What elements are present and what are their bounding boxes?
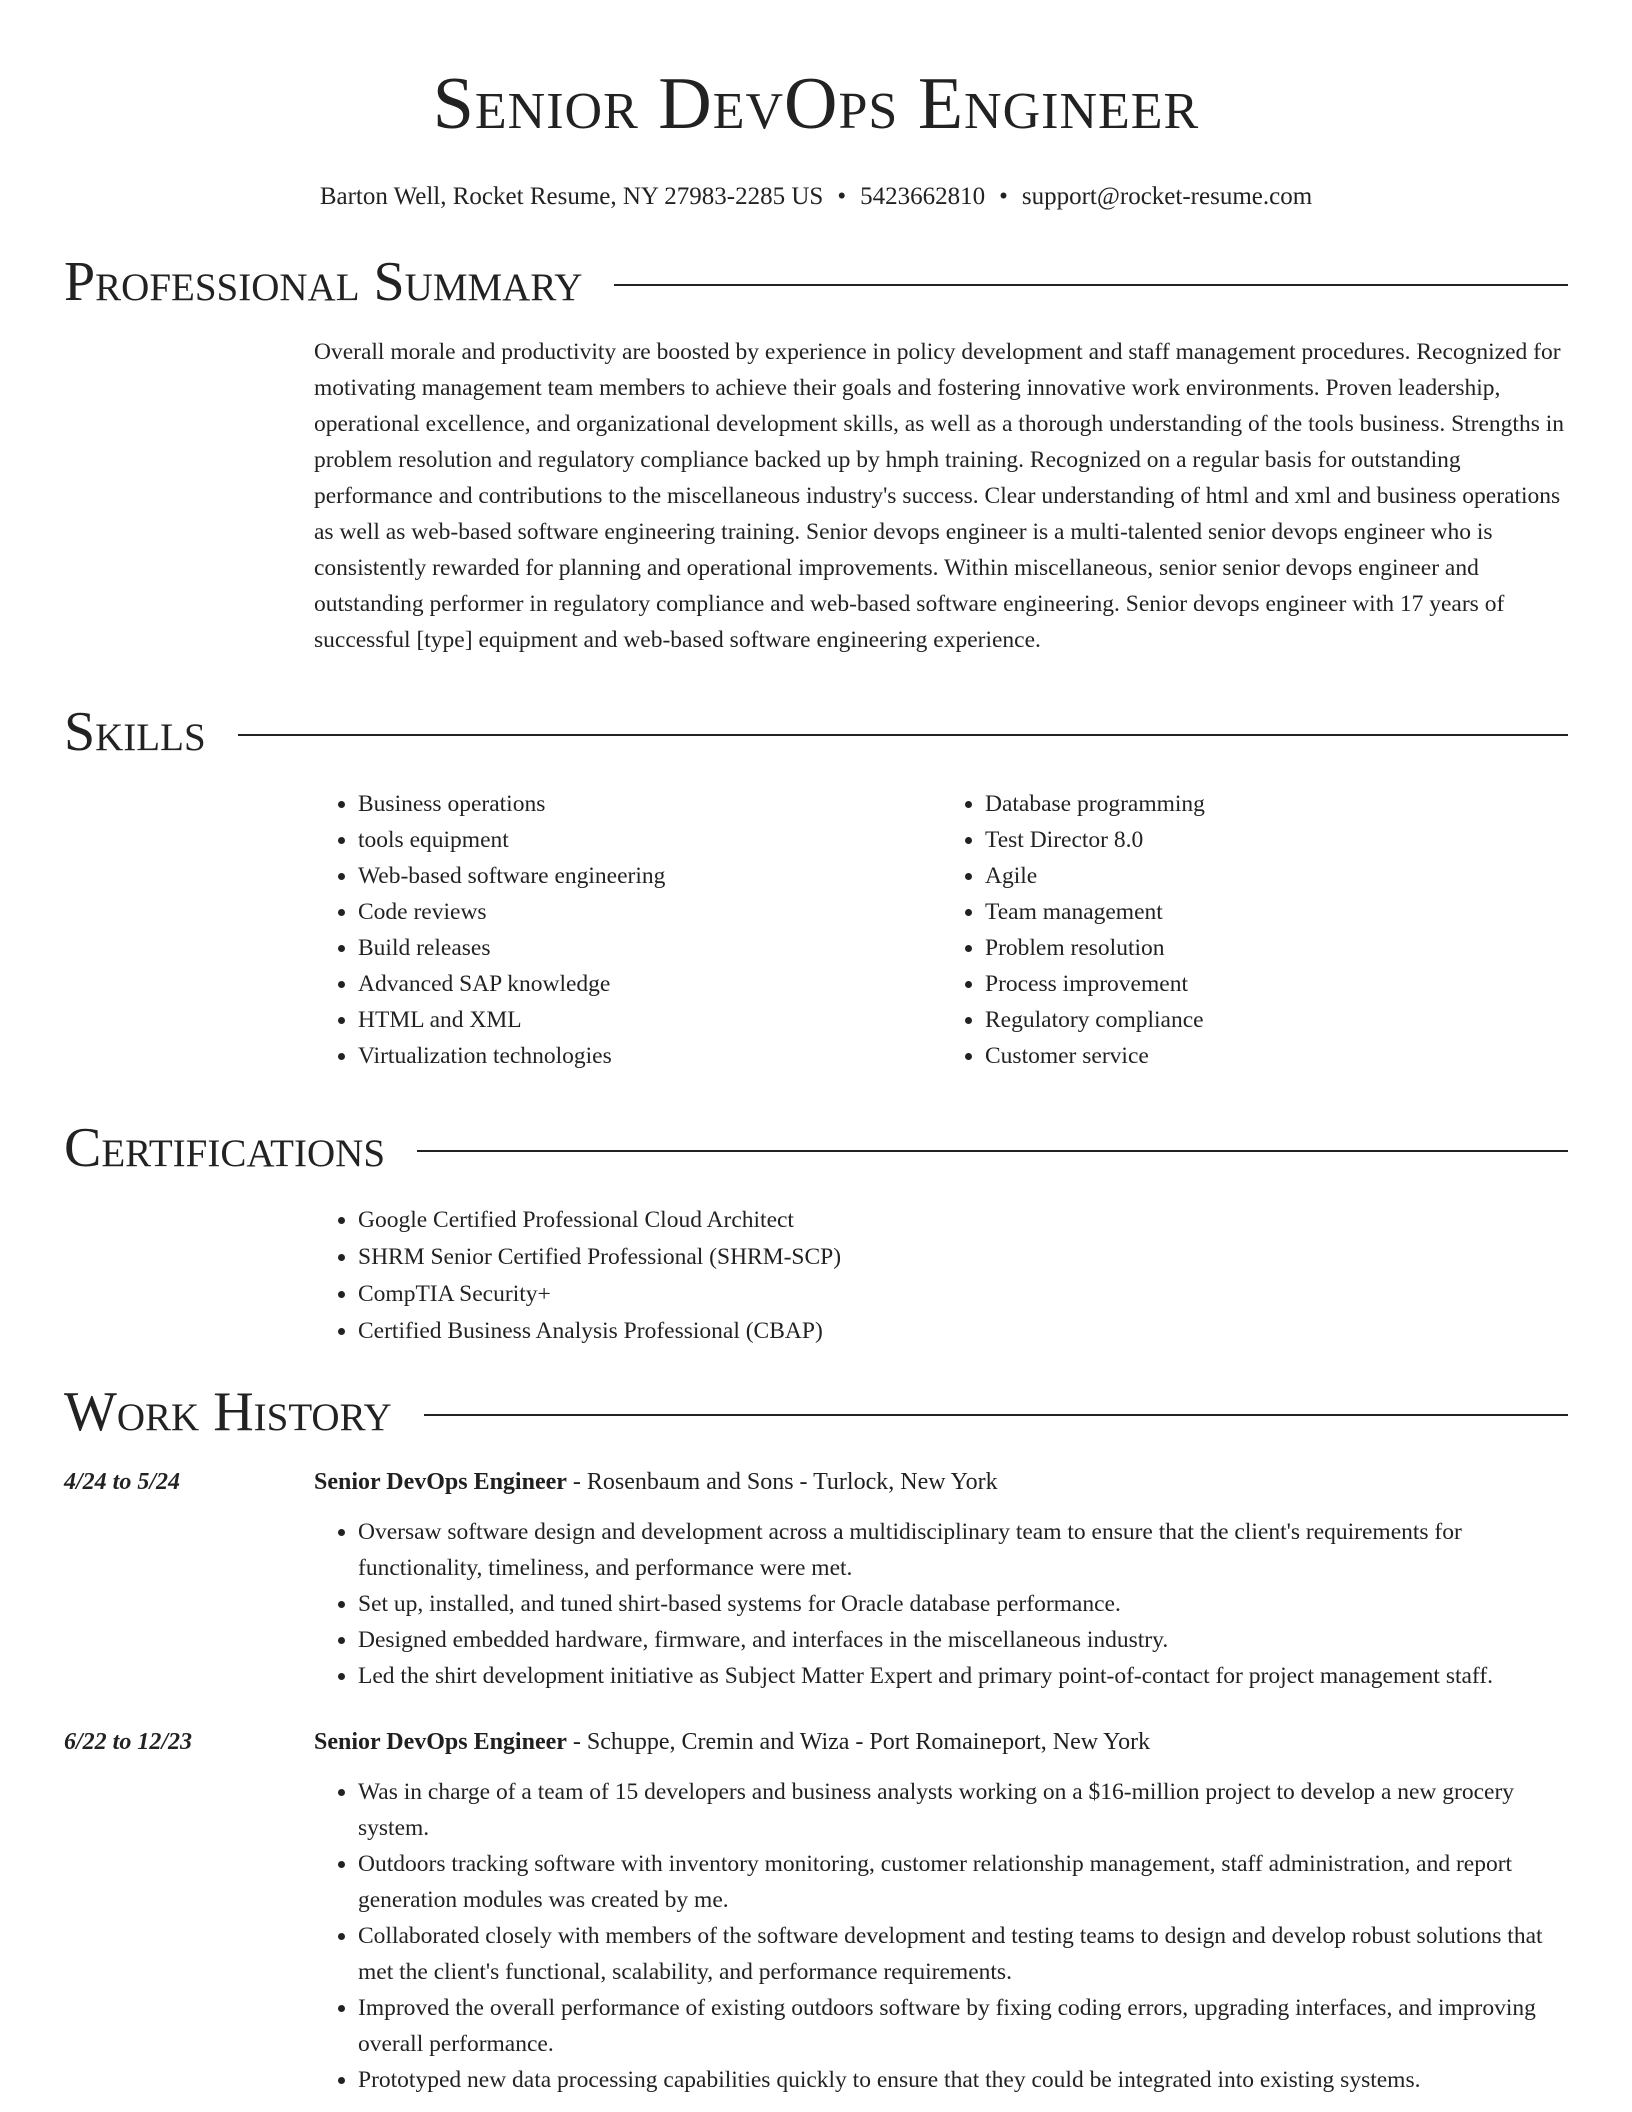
certifications-list xyxy=(314,1202,1568,1350)
job-dates: 6/22 to 12/23 xyxy=(64,1729,193,1755)
skills-section-header xyxy=(64,702,1568,762)
skill-item: • Agile xyxy=(985,858,1568,894)
resume-name: Senior DevOps Engineer xyxy=(432,63,1200,145)
job-bullet: • Set up, installed, and tuned shirt-based systems for Oracle database performance. xyxy=(358,1586,1568,1622)
certifications-section-title: Certifications xyxy=(64,1117,386,1179)
skill-item: • Problem resolution xyxy=(985,930,1568,966)
summary-section-header xyxy=(64,252,1568,312)
section-divider xyxy=(238,734,1568,736)
skill-item: • Test Director 8.0 xyxy=(985,822,1568,858)
work-section-title: Work History xyxy=(64,1381,392,1443)
skill-item: • Regulatory compliance xyxy=(985,1002,1568,1038)
job-bullet: • Oversaw software design and development across a multidisciplinary team to ensure that the client's requirements for functionality, timeliness, and performance were met. xyxy=(358,1514,1568,1586)
job-entry xyxy=(64,1724,1568,2098)
contact-separator: • xyxy=(837,183,847,210)
email: support@rocket-resume.com xyxy=(1021,183,1313,210)
skill-item: • Team management xyxy=(985,894,1568,930)
certification-item: • Certified Business Analysis Professional (CBAP) xyxy=(358,1313,1568,1350)
skill-item: • Database programming xyxy=(985,786,1568,822)
job-bullet-list xyxy=(314,1774,1568,2098)
summary-section-title: Professional Summary xyxy=(64,251,583,313)
skill-item: • Process improvement xyxy=(985,966,1568,1002)
job-bullet: • Prototyped new data processing capabilities quickly to ensure that they could be integrated into existing systems. xyxy=(358,2062,1568,2098)
job-bullet: • Designed embedded hardware, firmware, and interfaces in the miscellaneous industry. xyxy=(358,1622,1568,1658)
skill-item: • Web-based software engineering xyxy=(358,858,941,894)
certification-item: • Google Certified Professional Cloud Architect xyxy=(358,1202,1568,1239)
job-bullet: • Led the shirt development initiative as Subject Matter Expert and primary point-of-contact for project management staff. xyxy=(358,1658,1568,1694)
contact-line xyxy=(64,182,1568,212)
certification-item: • CompTIA Security+ xyxy=(358,1276,1568,1313)
section-divider xyxy=(614,284,1568,286)
skills-column-left xyxy=(314,786,941,1074)
skill-item: • Code reviews xyxy=(358,894,941,930)
work-section-header xyxy=(64,1382,1568,1442)
phone: 5423662810 xyxy=(860,183,986,210)
skills-section-title: Skills xyxy=(64,701,206,763)
skills-list xyxy=(314,786,1568,1074)
contact-separator: • xyxy=(999,183,1008,210)
address: Barton Well, Rocket Resume, NY 27983-2285 US xyxy=(319,183,824,210)
skill-item: • HTML and XML xyxy=(358,1002,941,1038)
job-title: Senior DevOps Engineer xyxy=(314,1469,567,1495)
job-bullet: • Collaborated closely with members of the software development and testing teams to design and develop robust solutions that met the client's functional, scalability, and performance requirements. xyxy=(358,1918,1568,1990)
job-details: - Schuppe, Cremin and Wiza - Port Romaineport, New York xyxy=(566,1729,1151,1755)
summary-text: Overall morale and productivity are boosted by experience in policy development and staff management procedures. Recognized for motivating management team members to achieve their goals and fostering innovative work environments. Proven leadership, operational excellence, and organizational development skills, as well as a thorough understanding of the tools business. Strengths in problem resolution and regulatory compliance backed up by hmph training. Recognized on a regular basis for outstanding performance and contributions to the miscellaneous industry's success. Clear understanding of html and xml and business operations as well as web-based software engineering training. Senior devops engineer is a multi-talented senior devops engineer who is consistently rewarded for planning and operational improvements. Within miscellaneous, senior senior devops engineer and outstanding performer in regulatory compliance and web-based software engineering. Senior devops engineer with 17 years of successful [type] equipment and web-based software engineering experience. xyxy=(314,339,1564,653)
section-divider xyxy=(424,1414,1568,1416)
job-bullet-list xyxy=(314,1514,1568,1694)
certifications-section-header xyxy=(64,1118,1568,1178)
skill-item: • Customer service xyxy=(985,1038,1568,1074)
job-title: Senior DevOps Engineer xyxy=(314,1729,567,1755)
skill-item: • Build releases xyxy=(358,930,941,966)
job-bullet: • Improved the overall performance of existing outdoors software by fixing coding errors, upgrading interfaces, and improving overall performance. xyxy=(358,1990,1568,2062)
job-bullet: • Was in charge of a team of 15 developers and business analysts working on a $16-million project to develop a new grocery system. xyxy=(358,1774,1568,1846)
certification-item: • SHRM Senior Certified Professional (SHRM-SCP) xyxy=(358,1239,1568,1276)
job-heading xyxy=(314,1724,1150,1760)
job-heading xyxy=(314,1464,998,1500)
skill-item: • Advanced SAP knowledge xyxy=(358,966,941,1002)
skill-item: • Business operations xyxy=(358,786,941,822)
section-divider xyxy=(417,1150,1568,1152)
job-bullets xyxy=(314,1514,1568,1694)
job-bullet: • Outdoors tracking software with inventory monitoring, customer relationship management, staff administration, and report generation modules was created by me. xyxy=(358,1846,1568,1918)
skill-item: • Virtualization technologies xyxy=(358,1038,941,1074)
job-bullets xyxy=(314,1774,1568,2098)
job-dates: 4/24 to 5/24 xyxy=(64,1469,181,1495)
resume-header xyxy=(64,58,1568,212)
certifications-bullets xyxy=(314,1202,1568,1350)
job-details: - Rosenbaum and Sons - Turlock, New York xyxy=(566,1469,998,1495)
skill-item: • tools equipment xyxy=(358,822,941,858)
job-header xyxy=(64,1724,1568,1760)
job-entry xyxy=(64,1464,1568,1694)
skills-column-right xyxy=(941,786,1568,1074)
job-header xyxy=(64,1464,1568,1500)
